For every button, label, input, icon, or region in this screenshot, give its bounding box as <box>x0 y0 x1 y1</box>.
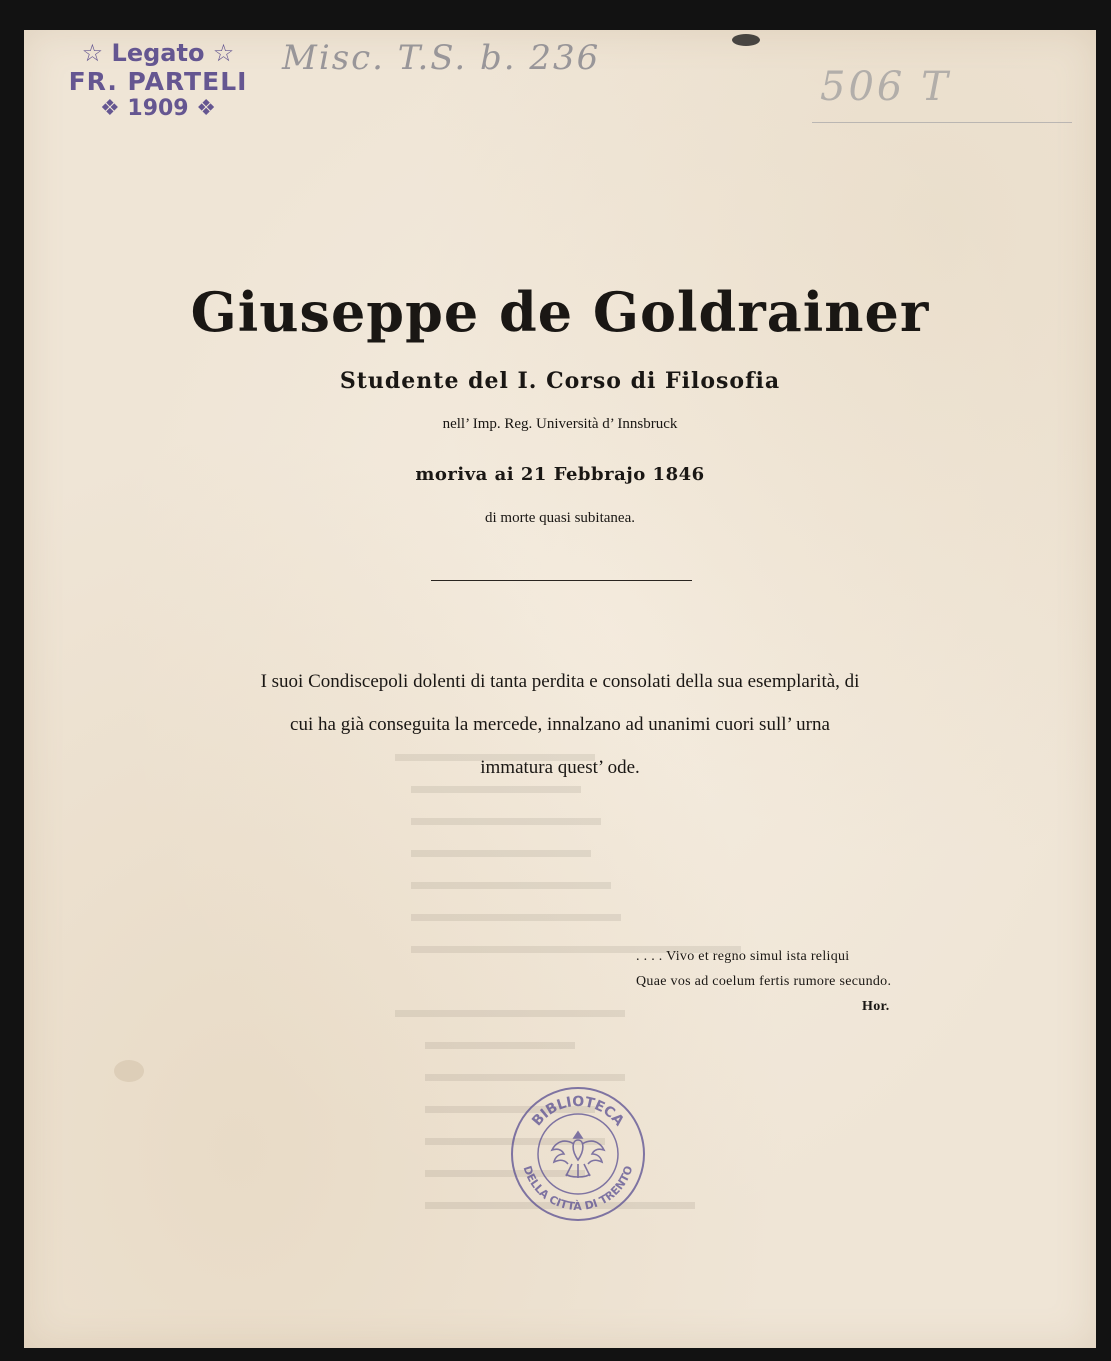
stamp-line: FR. PARTELI <box>68 66 248 96</box>
dedication-line: I suoi Condiscepoli dolenti di tanta perdita e consolati della sua esemplarità, di <box>260 671 860 692</box>
paper-stain <box>114 1060 144 1082</box>
legato-parteli-stamp <box>48 40 268 122</box>
pencil-underline <box>812 122 1072 123</box>
stamp-top-text: BIBLIOTECA <box>529 1093 627 1130</box>
dedication-line: cui ha già conseguita la mercede, innalzano ad unanimi cuori sull’ urna <box>290 714 830 735</box>
show-through-text <box>395 740 741 953</box>
epigraph-line: Quae vos ad coelum fertis rumore secundo. <box>636 974 892 989</box>
handwritten-reference-number: 506 T <box>820 64 951 110</box>
latin-epigraph <box>636 944 956 1019</box>
stamp-bottom-text: DELLA CITTÀ DI TRENTO <box>520 1164 636 1214</box>
eagle-emblem-icon <box>552 1132 604 1178</box>
stamp-line: ❖ 1909 ❖ <box>100 96 216 122</box>
section-divider <box>431 580 692 581</box>
university-line: nell’ Imp. Reg. Università d’ Innsbruck <box>442 416 678 432</box>
epigraph-author: Hor. <box>862 999 890 1014</box>
stamp-line: ☆ Legato ☆ <box>81 39 235 67</box>
death-manner: di morte quasi subitanea. <box>485 510 635 526</box>
student-role: Studente del I. Corso di Filosofia <box>339 368 781 394</box>
dedication-line: immatura quest’ ode. <box>480 757 640 778</box>
ink-blot <box>732 34 760 46</box>
handwritten-shelfmark: Misc. T.S. b. 236 <box>282 38 601 78</box>
biblioteca-trento-stamp <box>508 1084 648 1224</box>
death-date: moriva ai 21 Febbrajo 1846 <box>415 464 705 485</box>
svg-text:BIBLIOTECA <box>529 1094 627 1129</box>
deceased-name-heading: Giuseppe de Goldrainer <box>190 280 930 344</box>
epigraph-line: . . . . Vivo et regno simul ista reliqui <box>636 949 850 964</box>
